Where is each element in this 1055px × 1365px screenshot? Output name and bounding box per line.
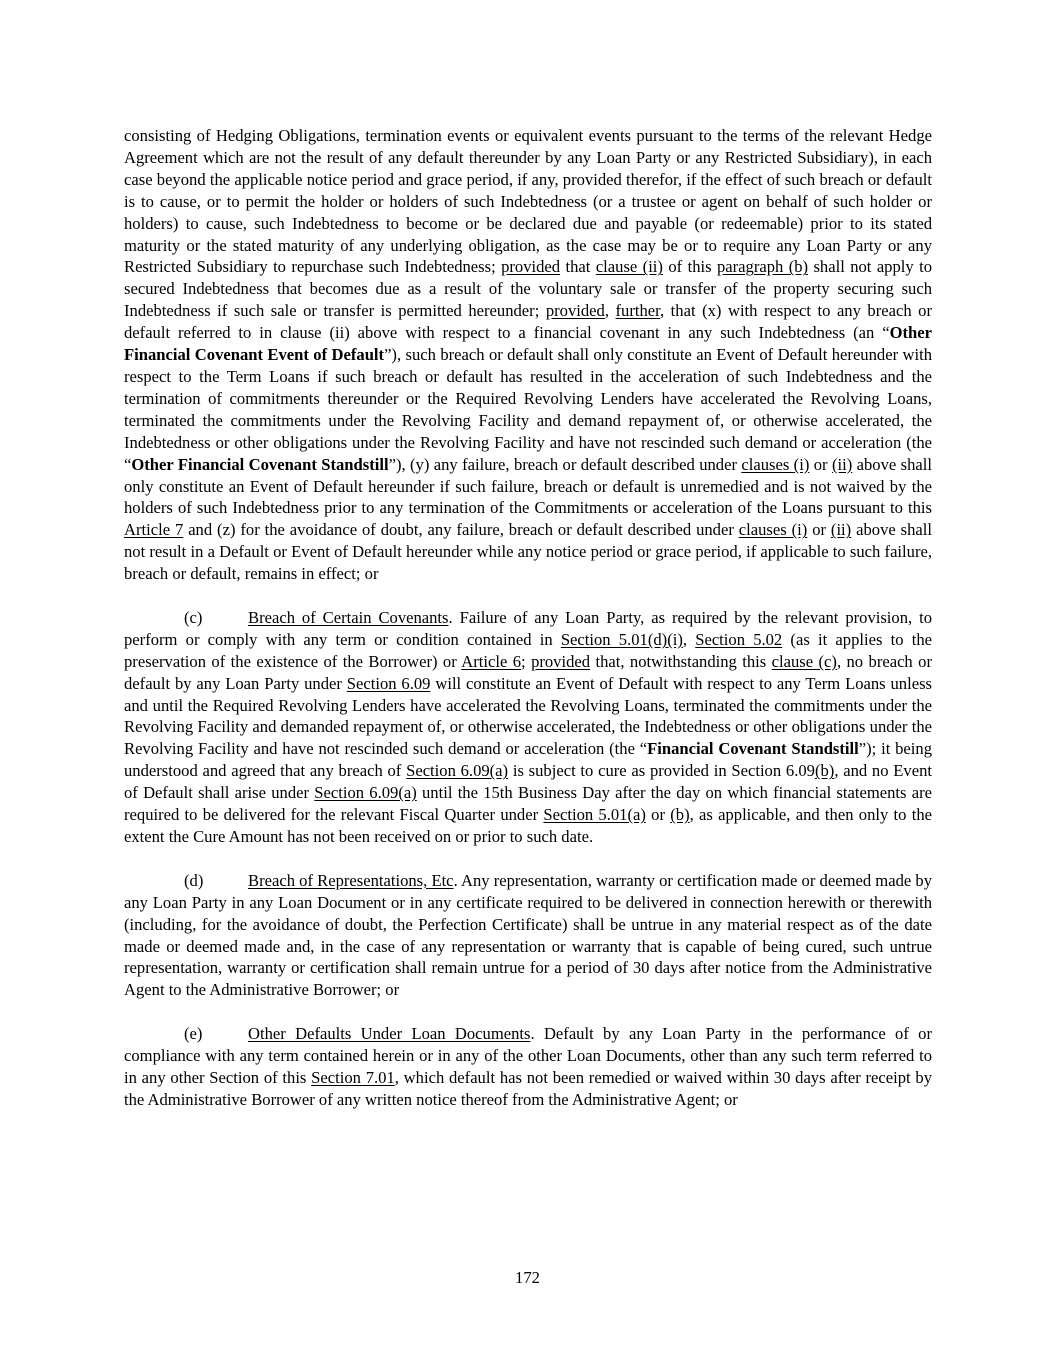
defined-term: Financial Covenant Standstill: [647, 739, 859, 759]
text-run: . Failure of any Loan Party, as required by the relevant provision, to perform or comply with any term or condition contained in: [124, 607, 932, 649]
text-run: , no breach or default by any Loan Party under: [124, 651, 932, 693]
text-run: that: [560, 257, 596, 277]
clause-ii-reference: (ii): [831, 454, 853, 474]
section-heading: Breach of Representations, Etc: [248, 870, 454, 890]
text-run: until the 15th Business Day after the day on which financial statements are required to be delivered for the relevant Fiscal Quarter under: [124, 783, 932, 825]
page-number: 172: [515, 1268, 540, 1287]
text-run: ”), such breach or default shall only constitute an Event of Default hereunder with respect to the Term Loans if such breach or default has resulted in the acceleration of such Indebtedness and the termination of commitments thereunder or the Required Revolving Lenders have accelerated the Revolving Loans, terminated the commitments under the Revolving Facility and demand repayment of, or otherwise accelerated, the Indebtedness or other obligations under the Revolving Facility and have not rescinded such demand or acceleration (the “: [124, 345, 932, 474]
provided-term: provided: [501, 257, 561, 277]
text-run: ;: [521, 651, 532, 671]
text-run: or: [807, 520, 831, 540]
text-run: , and no Event of Default shall arise under: [124, 761, 932, 803]
provided-term: provided: [545, 301, 605, 321]
text-run: , as applicable, and then only to the extent the Cure Amount has not been received on or prior to such date.: [124, 805, 932, 846]
further-term: further: [615, 301, 660, 321]
paragraph-b-reference: paragraph (b): [716, 257, 809, 277]
document-page: [124, 125, 932, 1111]
section-label: (d): [184, 870, 204, 890]
text-run: (as it applies to the preservation of the existence of the Borrower) or: [124, 629, 932, 671]
text-run: ,: [604, 301, 616, 321]
article-reference: Article 6: [461, 651, 522, 671]
text-run: , which default has not been remedied or waived within 30 days after receipt by the Administrative Borrower of any written notice thereof from the Administrative Agent; or: [124, 1067, 932, 1109]
text-run: or: [645, 805, 671, 825]
text-run: , that (x) with respect to any breach or default referred to in clause (ii) above with respect to a financial covenant in any such Indebtedness (an “: [124, 301, 932, 343]
text-run: is subject to cure as provided in Section 6.09: [508, 761, 815, 781]
article-7-reference: Article 7: [124, 520, 184, 540]
text-run: and (z) for the avoidance of doubt, any failure, breach or default described under: [183, 520, 739, 540]
text-run: ”), (y) any failure, breach or default described under: [388, 454, 742, 474]
section-label: (e): [184, 1024, 203, 1044]
section-label: (c): [184, 607, 203, 627]
continuation-paragraph: [124, 125, 932, 585]
text-run: will constitute an Event of Default with respect to any Term Loans unless and until the Required Revolving Lenders have accelerated the Revolving Loans, terminated the commitments under the Revolving Facility and demanded repayment of, or otherwise accelerated, the Indebtedness or other obligations under the Revolving Facility and have not rescinded such demand or acceleration (the “: [124, 673, 932, 759]
text-run: of this: [662, 257, 717, 277]
clause-ii-reference: (ii): [830, 520, 852, 540]
text-run: above shall not result in a Default or Event of Default hereunder while any notice period or grace period, if applicable to such failure, breach or default, remains in effect; or: [124, 520, 932, 584]
section-heading: Other Defaults Under Loan Documents: [248, 1024, 531, 1044]
clause-ii-reference: clause (ii): [595, 257, 663, 277]
section-reference: Section 7.01: [311, 1067, 395, 1087]
defined-term: Other Financial Covenant Event of Default: [124, 323, 932, 365]
section-reference: Section 6.09: [346, 673, 431, 693]
text-run: or: [809, 454, 832, 474]
section-reference: Section 6.09(a): [314, 783, 417, 803]
text-run: . Default by any Loan Party in the performance of or compliance with any term contained herein or in any of the other Loan Documents, other than any such term referred to in any other Section of this: [124, 1024, 933, 1087]
text-run: consisting of Hedging Obligations, termination events or equivalent events pursuant to the terms of the relevant Hedge Agreement which are not the result of any default thereunder by any Loan Party or any Restricted Subsidiary), in each case beyond the applicable notice period and grace period, if any, provided therefor, if the effect of such breach or default is to cause, or to permit the holder or holders of such Indebtedness (or a trustee or agent on behalf of such holder or holders) to cause, such Indebtedness to become or be declared due and payable (or redeemable) prior to its stated maturity or the stated maturity of any underlying obligation, as the case may be or to require any Loan Party or any Restricted Subsidiary to repurchase such Indebtedness;: [124, 126, 932, 277]
provided-term: provided: [531, 651, 591, 671]
section-reference: Section 6.09(a): [406, 761, 509, 781]
section-reference: Section 5.01(d)(i): [560, 629, 683, 649]
section-d-paragraph: [124, 870, 932, 1001]
text-run: ”); it being understood and agreed that any breach of: [124, 739, 933, 781]
text-run: ,: [682, 629, 696, 649]
section-e-paragraph: [124, 1023, 932, 1111]
defined-term: Other Financial Covenant Standstill: [131, 454, 389, 474]
section-c-paragraph: [124, 607, 932, 848]
text-run: above shall only constitute an Event of Default hereunder if such failure, breach or default is unremedied and is not waived by the holders of such Indebtedness prior to any termination of the Commitments or acceleration of the Loans pursuant to this: [124, 454, 932, 518]
clause-reference: clause (c): [771, 651, 837, 671]
section-heading: Breach of Certain Covenants: [248, 607, 449, 627]
text-run: that, notwithstanding this: [590, 651, 772, 671]
clause-reference: (b): [670, 805, 690, 825]
clauses-i-reference: clauses (i): [741, 454, 810, 474]
clause-reference: (b): [814, 761, 835, 781]
section-reference: Section 5.01(a): [543, 805, 646, 825]
section-reference: Section 5.02: [695, 629, 783, 649]
clauses-i-reference: clauses (i): [738, 520, 808, 540]
text-run: . Any representation, warranty or certification made or deemed made by any Loan Party in any Loan Document or in any certificate required to be delivered in connection herewith or therewith (including, for the avoidance of doubt, the Perfection Certificate) shall be untrue in any material respect as of the date made or deemed made and, in the case of any representation or warranty that is capable of being cured, such untrue representation, warranty or certification shall remain untrue for a period of 30 days after notice from the Administrative Agent to the Administrative Borrower; or: [124, 870, 932, 1000]
text-run: shall not apply to secured Indebtedness that becomes due as a result of the voluntary sale or transfer of the property securing such Indebtedness if such sale or transfer is permitted hereunder;: [124, 257, 932, 321]
